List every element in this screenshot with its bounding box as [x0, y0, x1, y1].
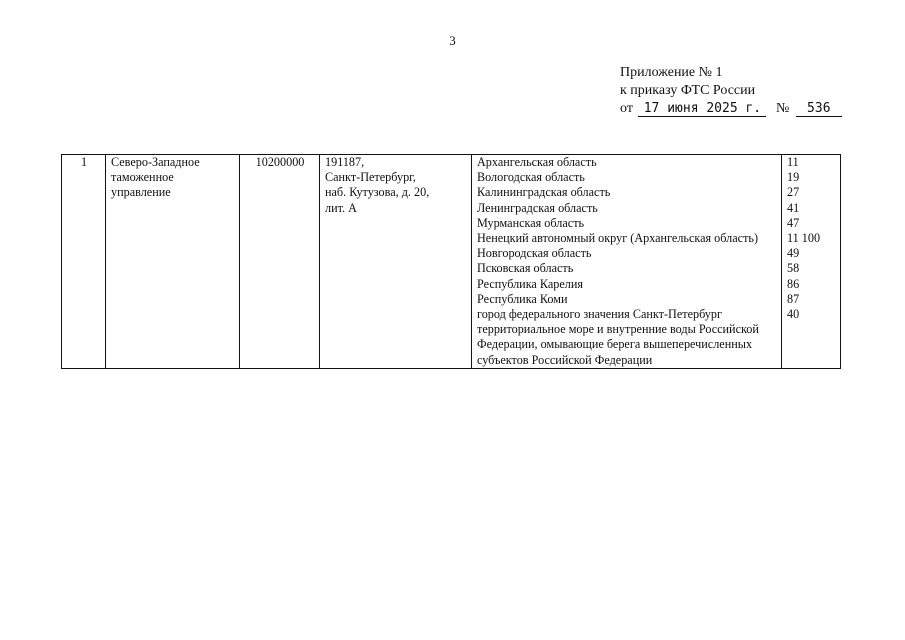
- region-name: Вологодская область: [477, 170, 585, 185]
- address-line: наб. Кутузова, д. 20,: [325, 185, 430, 200]
- region-codes-cell: [782, 155, 841, 369]
- page-number: 3: [449, 33, 456, 48]
- appendix-date-line: [620, 100, 842, 118]
- table-row: [62, 155, 841, 369]
- region-name: Федерации, омывающие берега вышеперечисленных: [477, 337, 753, 352]
- region-name: Ненецкий автономный округ (Архангельская область): [477, 231, 759, 246]
- address-line: Санкт-Петербург,: [325, 170, 416, 185]
- region-code: 58: [787, 261, 800, 276]
- row-index: 1: [80, 155, 88, 169]
- region-code: 11 100: [787, 231, 821, 246]
- region-code: 40: [787, 307, 800, 322]
- region-name: Республика Коми: [477, 291, 568, 306]
- region-name: территориальное море и внутренние воды Российской: [477, 322, 759, 337]
- number-sign: №: [775, 101, 790, 116]
- region-code: 41: [787, 200, 800, 215]
- customs-name-line: Северо-Западное: [111, 155, 200, 169]
- customs-name-line: управление: [111, 185, 171, 200]
- address-line: лит. А: [325, 200, 357, 215]
- customs-name-line: таможенное: [111, 170, 174, 185]
- customs-registry-table: [61, 154, 841, 369]
- appendix-title: Приложение № 1: [620, 65, 723, 80]
- row-index-cell: [62, 155, 106, 369]
- appendix-order-reference: к приказу ФТС России: [620, 83, 756, 98]
- region-code: 47: [787, 215, 800, 230]
- region-name: Ленинградская область: [477, 200, 598, 215]
- customs-code: 10200000: [255, 155, 305, 169]
- region-name: Республика Карелия: [477, 276, 583, 291]
- region-name: Псковская область: [477, 261, 574, 276]
- region-name: Мурманская область: [477, 215, 585, 230]
- order-date: 17 июня 2025 г.: [638, 102, 766, 117]
- region-name: Новгородская область: [477, 246, 592, 261]
- region-name: город федерального значения Санкт-Петербург: [477, 307, 722, 322]
- region-name: Калининградская область: [477, 185, 611, 200]
- region-name: субъектов Российской Федерации: [477, 352, 653, 367]
- regions-cell: [472, 155, 782, 369]
- region-code: 87: [787, 291, 800, 306]
- customs-code-cell: [240, 155, 320, 369]
- region-code: 49: [787, 246, 800, 261]
- customs-name-cell: [106, 155, 240, 369]
- address-cell: [320, 155, 472, 369]
- region-code: 86: [787, 276, 800, 291]
- region-code: 11: [787, 155, 799, 169]
- order-number: 536: [796, 102, 842, 117]
- region-code: 19: [787, 170, 800, 185]
- region-code: 27: [787, 185, 800, 200]
- appendix-header: [620, 64, 842, 118]
- date-prefix: от: [620, 101, 633, 116]
- region-name: Архангельская область: [477, 155, 597, 169]
- address-line: 191187,: [325, 155, 365, 169]
